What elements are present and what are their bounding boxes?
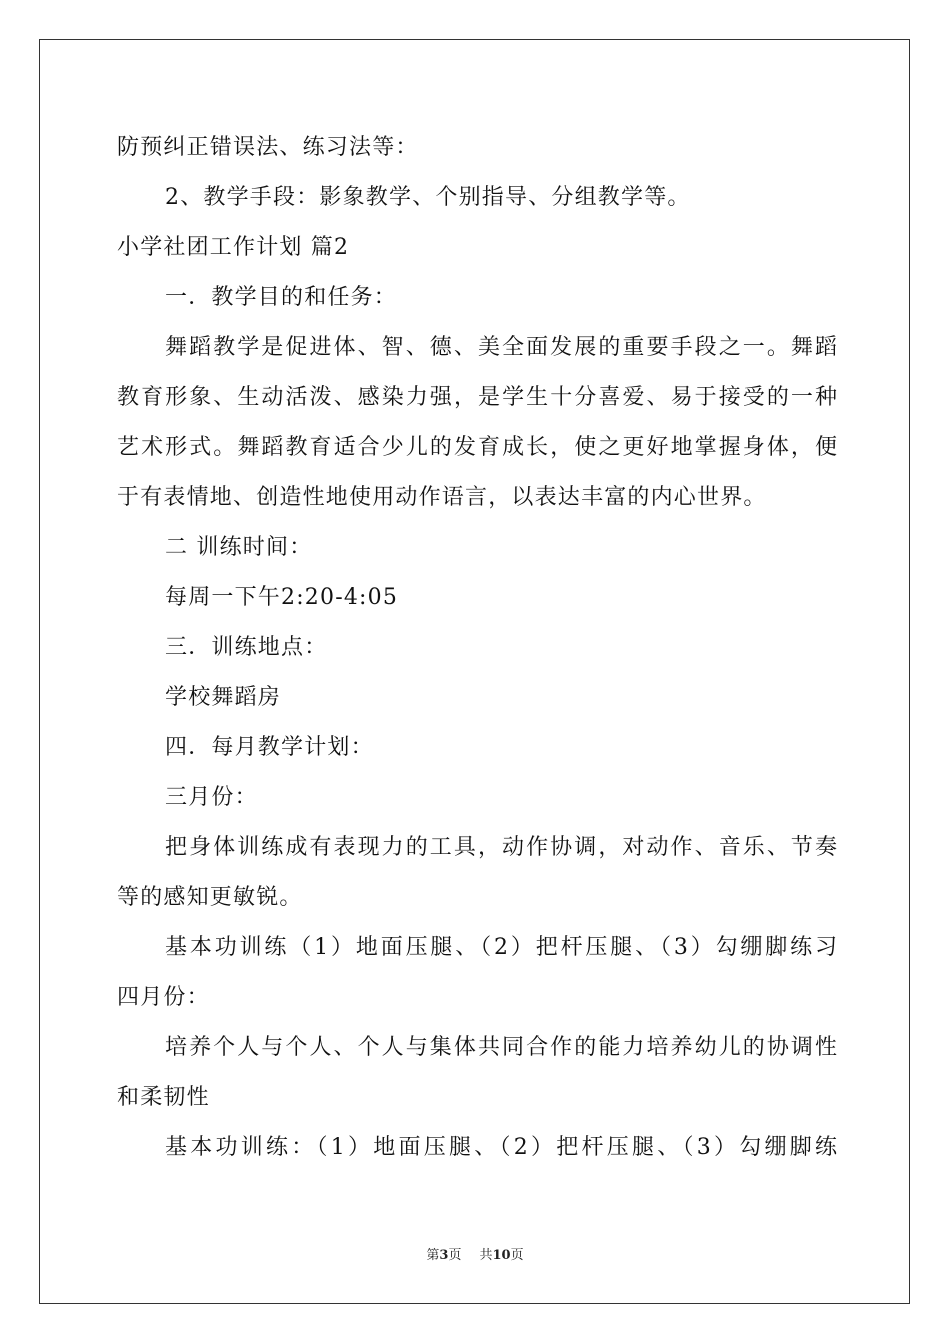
- paragraph-line: 把身体训练成有表现力的工具，动作协调，对动作、音乐、节奏: [165, 835, 837, 860]
- text-line: 学校舞蹈房: [165, 685, 282, 710]
- page-number: 3: [439, 1248, 449, 1263]
- subsection-heading: 三．训练地点：: [165, 635, 328, 660]
- paragraph-line: 和柔韧性: [117, 1085, 210, 1110]
- paragraph-line: 基本功训练：（1）地面压腿、（2）把杆压腿、（3）勾绷脚练: [165, 1135, 837, 1160]
- page-footer: [0, 1247, 950, 1265]
- page-prefix: 第: [426, 1248, 440, 1263]
- total-pages: 10: [492, 1248, 511, 1263]
- total-prefix: 共: [479, 1248, 493, 1263]
- document-body: [117, 123, 837, 1173]
- paragraph-line: 教育形象、生动活泼、感染力强，是学生十分喜爱、易于接受的一种: [117, 385, 837, 410]
- subsection-heading: 一．教学目的和任务：: [165, 285, 398, 310]
- paragraph-line: 培养个人与个人、个人与集体共同合作的能力培养幼儿的协调性: [165, 1035, 837, 1060]
- section-heading: 小学社团工作计划 篇2: [117, 235, 350, 260]
- text-line: 2、教学手段：影象教学、个别指导、分组教学等。: [165, 185, 691, 210]
- subsection-heading: 四．每月教学计划：: [165, 735, 374, 760]
- total-suffix: 页: [510, 1248, 524, 1263]
- paragraph-line: 于有表情地、创造性地使用动作语言，以表达丰富的内心世界。: [117, 485, 767, 510]
- paragraph-line: 等的感知更敏锐。: [117, 885, 303, 910]
- paragraph-line: 艺术形式。舞蹈教育适合少儿的发育成长，使之更好地掌握身体，便: [117, 435, 837, 460]
- subsection-heading: 二 训练时间：: [165, 535, 313, 560]
- text-line: 四月份：: [117, 985, 210, 1010]
- text-line: 三月份：: [165, 785, 258, 810]
- paragraph-line: 舞蹈教学是促进体、智、德、美全面发展的重要手段之一。舞蹈: [165, 335, 837, 360]
- paragraph-line: 基本功训练（1）地面压腿、（2）把杆压腿、（3）勾绷脚练习: [165, 935, 837, 960]
- text-line: 每周一下午2:20-4:05: [165, 585, 399, 610]
- text-line: 防预纠正错误法、练习法等：: [117, 135, 419, 160]
- page-suffix: 页: [448, 1248, 462, 1263]
